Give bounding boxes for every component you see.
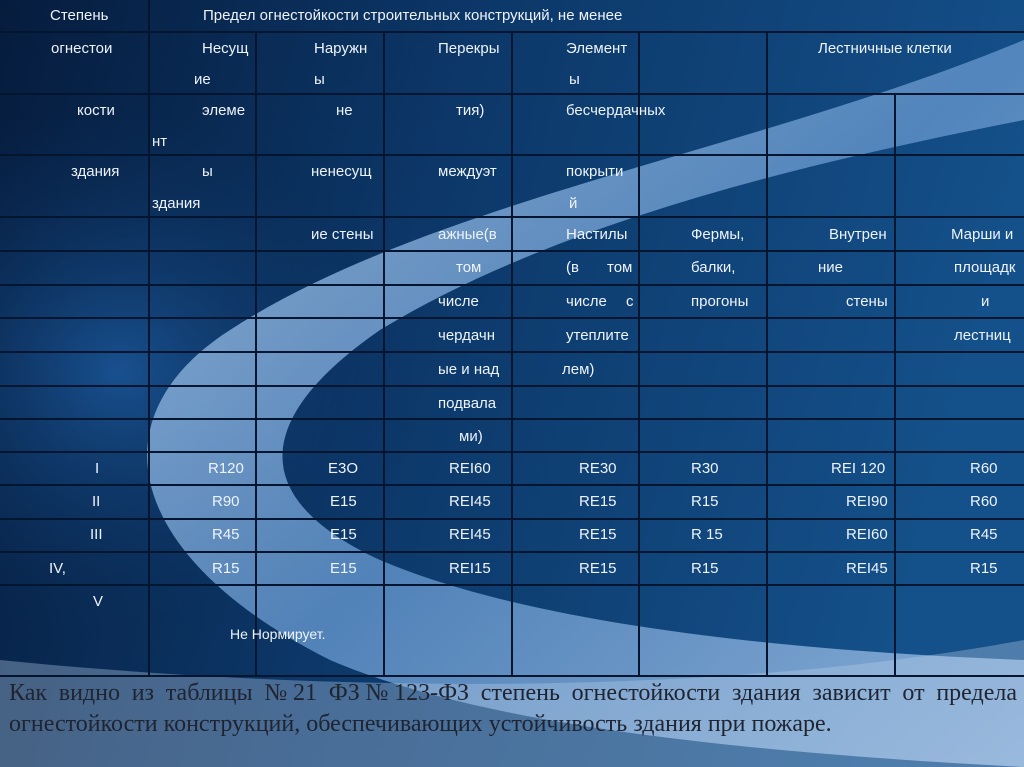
header-predel: Предел огнестойкости строительных конструкций, не менее [203,7,623,24]
col-perekr-6: числе [438,293,479,310]
col-perekr-10: ми) [459,428,483,445]
col-naruzh-5: ие стены [311,226,374,243]
col-nastily-1: Настилы [566,226,628,243]
row3-c2: E15 [330,526,357,543]
col-nastily-6: утеплите [566,327,629,344]
row3-c5: R 15 [691,526,723,543]
row4-c4: RE15 [579,560,617,577]
row5-note: Не Нормирует. [230,626,326,642]
row2-c5: R15 [691,493,719,510]
col-fermy-1: Фермы, [691,226,745,243]
col-naruzh-4: ненесущ [311,163,372,180]
row2-c1: R90 [212,493,240,510]
col-perekr-2: тия) [456,102,485,119]
col-perekr-4: ажные(в [438,226,497,243]
caption-text: Как видно из таблицы №21 ФЗ№123-ФЗ степень огнестойкости здания зависит от предела огнестойкости конструкций, обеспечивающих устойчивость здания при пожаре. [9,680,1017,737]
col-element-2: ы [569,71,580,88]
row4-c3: REI15 [449,560,491,577]
col-nastily-4: числе [566,293,607,310]
col-perekr-3: междуэт [438,163,497,180]
row4-degree: IV, [49,560,66,577]
col-marshi-3: и [981,293,990,310]
col-nastily-5: с [626,293,634,310]
row3-c4: RE15 [579,526,617,543]
header-stepen: Степень [50,7,109,24]
col-naruzh-1: Наружн [314,40,368,57]
row4-c2: E15 [330,560,357,577]
header-ognestoi: огнестои [51,40,113,57]
row2-degree: II [92,493,101,510]
col-nesush-6: здания [152,195,201,212]
row3-c7: R45 [970,526,998,543]
col-element-4: покрыти [566,163,624,180]
row1-c7: R60 [970,460,998,477]
col-fermy-2: балки, [691,259,736,276]
col-nastily-2: (в [566,259,579,276]
row1-c3: REI60 [449,460,491,477]
col-vnutr-3: стены [846,293,888,310]
row2-c4: RE15 [579,493,617,510]
col-vnutr-2: ние [818,259,844,276]
col-nesush-2: ие [194,71,211,88]
col-nastily-7: лем) [562,361,595,378]
row2-c7: R60 [970,493,998,510]
row4-c5: R15 [691,560,719,577]
col-marshi-1: Марши и [951,226,1014,243]
row1-c2: E3O [328,460,359,477]
row2-c2: E15 [330,493,357,510]
row1-c5: R30 [691,460,719,477]
row4-c7: R15 [970,560,998,577]
row5-degree: V [93,593,104,610]
col-perekr-9: подвала [438,395,497,412]
col-perekr-1: Перекры [438,40,500,57]
row3-c3: REI45 [449,526,491,543]
col-marshi-4: лестниц [954,327,1011,344]
header-kosti: кости [77,102,115,119]
col-nesush-3: элеме [202,102,246,119]
row1-c6: REI 120 [831,460,886,477]
col-perekr-7: чердачн [438,327,496,344]
row1-degree: I [95,460,100,477]
col-nesush-5: ы [202,163,213,180]
row4-c6: REI45 [846,560,888,577]
row3-c1: R45 [212,526,240,543]
col-nastily-3: том [607,259,633,276]
row3-c6: REI60 [846,526,888,543]
col-naruzh-2: ы [314,71,325,88]
row2-c3: REI45 [449,493,491,510]
col-perekr-5: том [456,259,482,276]
row3-degree: III [90,526,103,543]
col-nesush-4: нт [152,133,168,150]
row2-c6: REI90 [846,493,888,510]
header-zdaniya: здания [71,163,120,180]
col-fermy-3: прогоны [691,293,749,310]
row1-c4: RE30 [579,460,617,477]
col-lestn: Лестничные клетки [818,40,952,57]
col-element-3: бесчердачных [566,102,666,119]
col-element-1: Элемент [566,40,628,57]
col-nesush-1: Несущ [202,40,249,57]
col-vnutr-1: Внутрен [829,226,887,243]
col-element-5: й [569,195,578,212]
col-marshi-2: площадк [954,259,1016,276]
col-naruzh-3: не [336,102,353,119]
col-perekr-8: ые и над [438,361,500,378]
row4-c1: R15 [212,560,240,577]
row1-c1: R120 [208,460,244,477]
